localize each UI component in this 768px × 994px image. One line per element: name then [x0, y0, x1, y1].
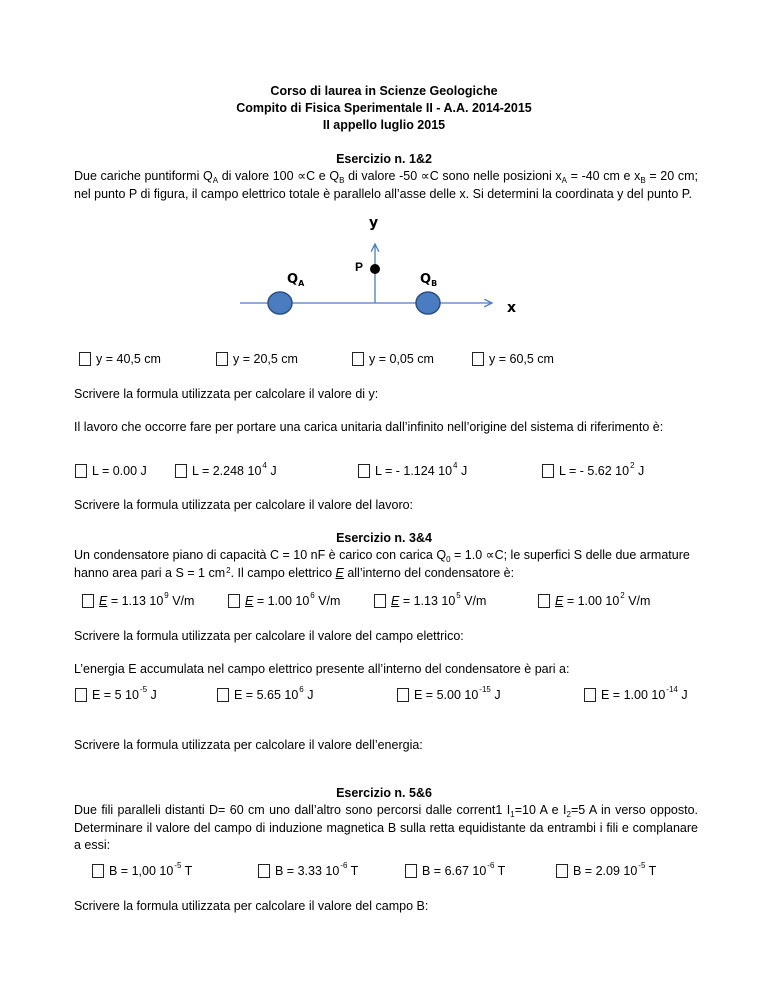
qa-label: $Q_A$	[287, 272, 305, 288]
exercise-1-2-text: Due cariche puntiformi $Q_A$ di valore 100 ∝C e $Q_B$ di valore -50 ∝C sono nelle posizioni $x_A = -40$ cm e $x_B = 20$ cm; nel punto P di figura, il campo elettrico totale è parallelo all’asse delle x. Si determini la coordinata y del punto P.	[74, 169, 698, 201]
option-work-4-label: L = - 5.62 $10^2$ J	[559, 461, 645, 478]
option-work-2-checkbox[interactable]	[175, 464, 187, 478]
x-axis-label: x	[507, 300, 517, 316]
formula-energy-prompt: Scrivere la formula utilizzata per calcolare il valore dell’energia:	[74, 738, 423, 752]
exercise-5-6-title: Esercizio n. 5&6	[336, 786, 432, 800]
qb-label: $Q_B$	[420, 272, 438, 288]
formula-y-prompt: Scrivere la formula utilizzata per calcolare il valore di y:	[74, 387, 379, 401]
point-p-label: P	[355, 260, 364, 274]
option-work-2-label: L = 2.248 $10^4$ J	[192, 461, 277, 478]
option-energy-2-label: E = 5.65 $10^6$ J	[234, 685, 314, 702]
formula-b-prompt: Scrivere la formula utilizzata per calcolare il valore del campo B:	[74, 899, 429, 913]
option-y-1-label: y = 40,5 cm	[96, 352, 161, 366]
option-energy-1-label: E = 5 $10^{-5}$ J	[92, 685, 157, 702]
formula-work-prompt: Scrivere la formula utilizzata per calcolare il valore del lavoro:	[74, 498, 414, 512]
option-y-3-checkbox[interactable]	[352, 352, 364, 366]
charges-figure	[230, 210, 530, 325]
option-field-2-label: E = 1.00 $10^6$ V/m	[245, 591, 341, 608]
option-b-1-label: B = 1,00 $10^{-5}$ T	[109, 861, 193, 878]
exercise-5-6-text: Due fili paralleli distanti D= 60 cm uno dall’altro sono percorsi dalle corrent1 $I_1=10$ A e $I_2=5$ A in verso opposto. Determinare il valore del campo di induzione magnetica B sulla retta equidistante da entrambi i fili e complanare a essi:	[74, 803, 698, 852]
option-y-2-label: y = 20,5 cm	[233, 352, 298, 366]
work-question: Il lavoro che occorre fare per portare una carica unitaria dall’infinito nell’origine del sistema di riferimento è:	[74, 420, 664, 434]
option-b-3-checkbox[interactable]	[405, 864, 417, 878]
exam-title: Compito di Fisica Sperimentale II - A.A. 2014-2015	[236, 101, 532, 115]
option-y-1-checkbox[interactable]	[79, 352, 91, 366]
option-energy-4-label: E = 1.00 $10^{-14}$ J	[601, 685, 688, 702]
charge-qa	[268, 292, 292, 314]
option-b-2-label: B = 3.33 $10^{-6}$ T	[275, 861, 359, 878]
exercise-3-4-title: Esercizio n. 3&4	[336, 531, 432, 545]
option-field-4-checkbox[interactable]	[538, 594, 550, 608]
energy-question: L’energia E accumulata nel campo elettrico presente all’interno del condensatore è pari a:	[74, 662, 570, 676]
option-field-3-checkbox[interactable]	[374, 594, 386, 608]
option-b-1-checkbox[interactable]	[92, 864, 104, 878]
option-field-1-label: E = 1.13 $10^9$ V/m	[99, 591, 195, 608]
option-energy-2-checkbox[interactable]	[217, 688, 229, 702]
option-field-4-label: E = 1.00 $10^2$ V/m	[555, 591, 651, 608]
option-energy-1-checkbox[interactable]	[75, 688, 87, 702]
option-y-4-checkbox[interactable]	[472, 352, 484, 366]
option-b-3-label: B = 6.67 $10^{-6}$ T	[422, 861, 506, 878]
option-b-2-checkbox[interactable]	[258, 864, 270, 878]
option-energy-3-checkbox[interactable]	[397, 688, 409, 702]
option-field-2-checkbox[interactable]	[228, 594, 240, 608]
exercise-1-2-title: Esercizio n. 1&2	[336, 152, 432, 166]
option-field-3-label: E = 1.13 $10^5$ V/m	[391, 591, 487, 608]
option-field-1-checkbox[interactable]	[82, 594, 94, 608]
session-title: II appello luglio 2015	[322, 118, 446, 132]
option-energy-3-label: E = 5.00 $10^{-15}$ J	[414, 685, 501, 702]
option-y-2-checkbox[interactable]	[216, 352, 228, 366]
exercise-3-4-text: Un condensatore piano di capacità C = 10 nF è carico con carica $Q_0 = 1.0 \propto C$; le superfici S delle due armature hanno area pari a S = 1 $cm^2$. Il campo elettrico E all’interno del condensatore è:	[74, 548, 690, 580]
charge-qb	[416, 292, 440, 314]
option-work-3-label: L = - 1.124 $10^4$ J	[375, 461, 468, 478]
option-work-1-label: L = 0.00 J	[92, 464, 147, 478]
option-work-4-checkbox[interactable]	[542, 464, 554, 478]
option-y-4-label: y = 60,5 cm	[489, 352, 554, 366]
option-b-4-checkbox[interactable]	[556, 864, 568, 878]
option-work-1-checkbox[interactable]	[75, 464, 87, 478]
course-title: Corso di laurea in Scienze Geologiche	[270, 84, 498, 98]
point-p	[370, 264, 380, 274]
option-b-4-label: B = 2.09 $10^{-5}$ T	[573, 861, 657, 878]
option-work-3-checkbox[interactable]	[358, 464, 370, 478]
option-y-3-label: y = 0,05 cm	[369, 352, 434, 366]
formula-field-prompt: Scrivere la formula utilizzata per calcolare il valore del campo elettrico:	[74, 629, 464, 643]
y-axis-label: y	[369, 215, 379, 231]
option-energy-4-checkbox[interactable]	[584, 688, 596, 702]
